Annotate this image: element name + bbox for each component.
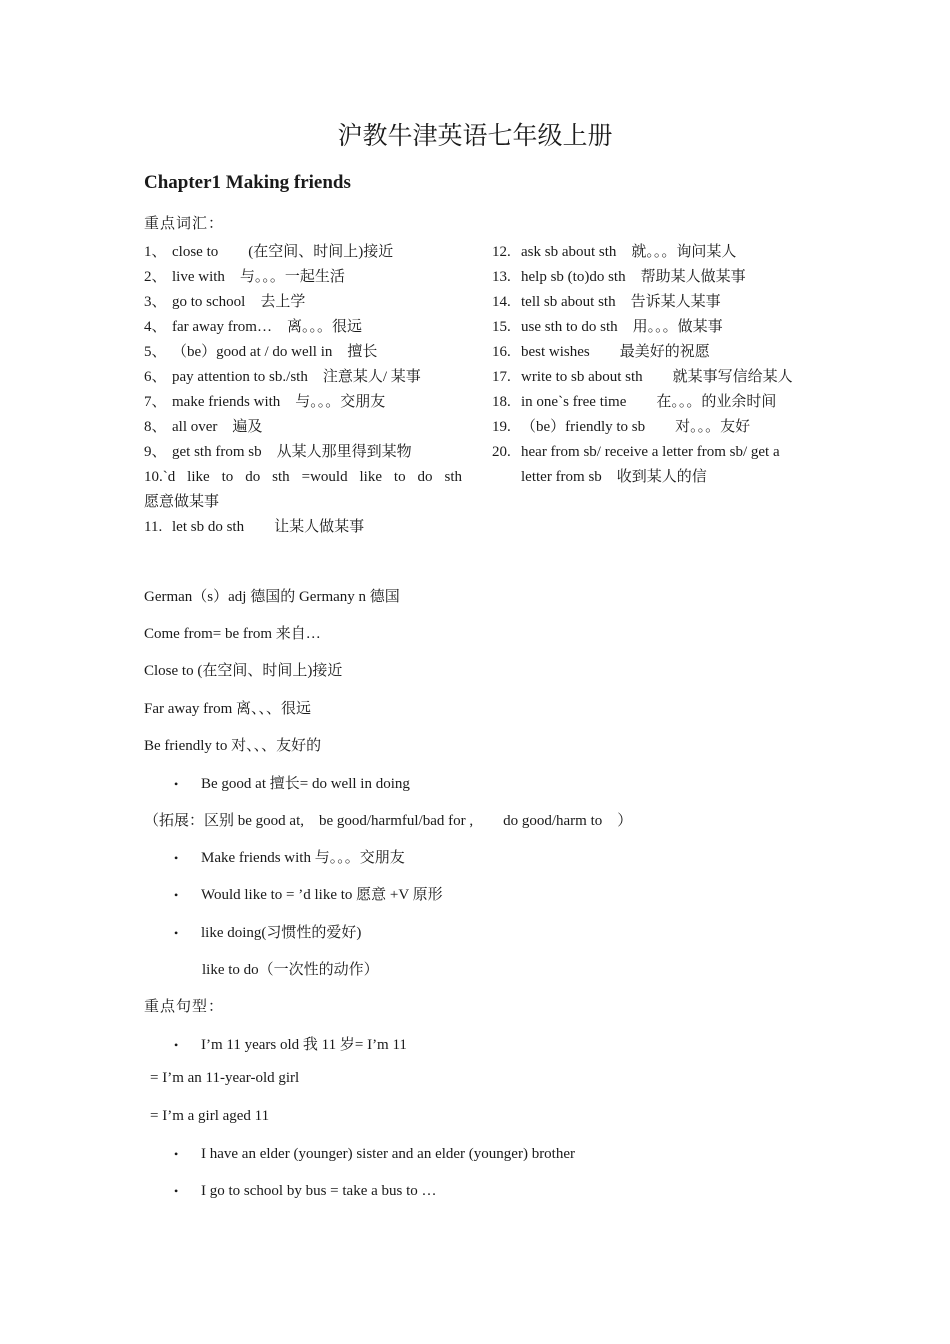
bullet-icon: • [174,926,179,940]
bullet-icon: • [174,1184,179,1198]
sentence-age-alt: = I’m a girl aged 11 [150,1108,270,1124]
vocab-item: 17. write to sb about sth 就某事写信给某人 [492,369,793,385]
vocab-item: 5、 （be）good at / do well in 擅长 [144,344,378,360]
bullet-item: • Make friends with 与。。。交朋友 [174,850,405,866]
vocab-item: 6、 pay attention to sb./sth 注意某人/ 某事 [144,369,421,385]
note-german: German（s）adj 德国的 Germany n 德国 [144,589,400,605]
note-close-to: Close to (在空间、时间上)接近 [144,663,343,679]
bullet-item: • I have an elder (younger) sister and an elder (younger) brother [174,1146,576,1162]
bullet-icon: • [174,1038,179,1052]
vocab-item: 14. tell sb about sth 告诉某人某事 [492,294,721,310]
sentence-heading: 重点句型： [144,999,225,1015]
vocab-item: 4、 far away from… 离。。。很远 [144,319,362,335]
bullet-item: • I go to school by bus = take a bus to … [174,1183,437,1199]
vocab-heading: 重点词汇： [144,216,225,232]
vocab-list-right [492,240,810,490]
vocab-item: 12. ask sb about sth 就。。。询问某人 [492,244,737,260]
vocab-item: 19. （be）friendly to sb 对。。。友好 [492,419,751,435]
note-like-to-do: like to do（一次性的动作） [202,962,379,978]
vocab-item: 20. hear from sb/ receive a letter from sb/ get a letter from sb 收到某人的信 [492,444,780,485]
note-friendly: Be friendly to 对、、、友好的 [144,738,322,754]
bullet-item: • Would like to = ’d like to 愿意 +V 原形 [174,887,443,903]
vocab-item: 11. let sb do sth 让某人做某事 [144,519,365,535]
bullet-icon: • [174,851,179,865]
bullet-icon: • [174,777,179,791]
vocab-item: 16. best wishes 最美好的祝愿 [492,344,710,360]
vocab-item-10: 10.`d like to do sth =would like to do sth 愿意做某事 [144,469,462,510]
vocab-item: 9、 get sth from sb 从某人那里得到某物 [144,444,412,460]
note-extension: （拓展：区别 be good at, be good/harmful/bad for , do good/harm to ） [144,813,633,829]
vocab-item: 3、 go to school 去上学 [144,294,306,310]
bullet-item: • like doing(习惯性的爱好) [174,925,362,941]
sentence-age-alt: = I’m an 11-year-old girl [150,1070,300,1086]
bullet-item: • I’m 11 years old 我 11 岁= I’m 11 [174,1037,407,1053]
bullet-icon: • [174,888,179,902]
vocab-item: 8、 all over 遍及 [144,419,263,435]
chapter-heading: Chapter1 Making friends [144,172,351,193]
vocab-item: 2、 live with 与。。。一起生活 [144,269,345,285]
vocab-item: 7、 make friends with 与。。。交朋友 [144,394,386,410]
vocab-item: 13. help sb (to)do sth 帮助某人做某事 [492,269,746,285]
note-far-away: Far away from 离、、、很远 [144,701,312,717]
note-come-from: Come from= be from 来自… [144,626,321,642]
page-title: 沪教牛津英语七年级上册 [337,123,613,150]
bullet-icon: • [174,1147,179,1161]
vocab-list-left [144,240,462,540]
vocab-item: 18. in one`s free time 在。。。的业余时间 [492,394,777,410]
vocab-item: 1、 close to (在空间、时间上)接近 [144,244,394,260]
bullet-item: • Be good at 擅长= do well in doing [174,776,410,792]
vocab-item: 15. use sth to do sth 用。。。做某事 [492,319,723,335]
